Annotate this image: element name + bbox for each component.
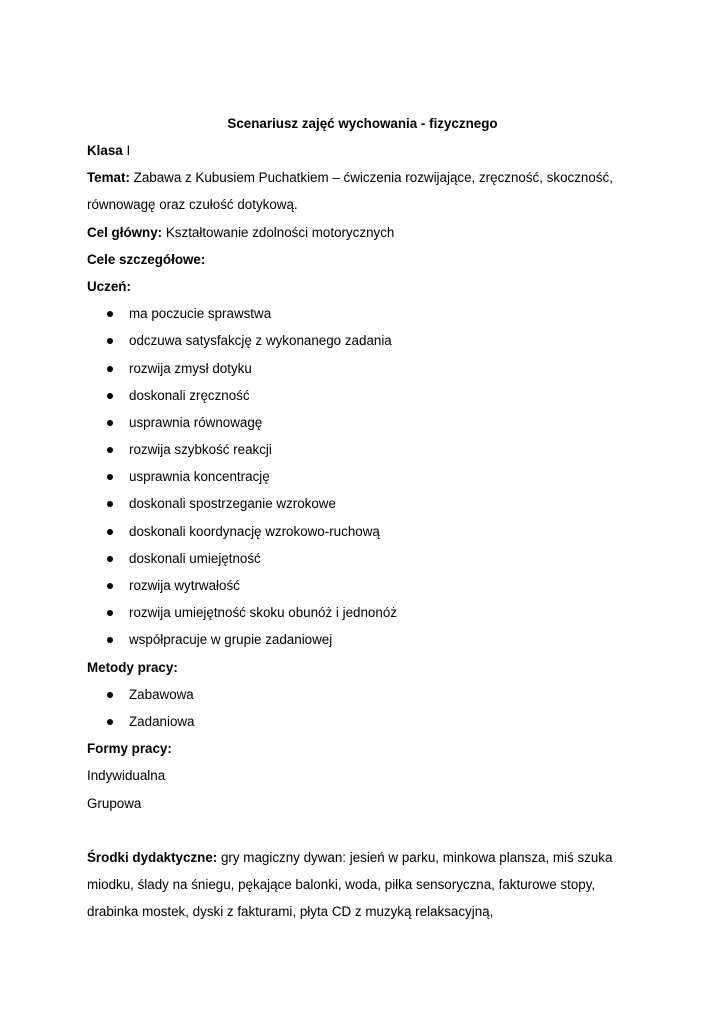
bullet-icon (107, 610, 113, 616)
list-item: usprawnia równowagę (87, 410, 647, 437)
srodki-line-3: drabinka mostek, dyski z fakturami, płyta CD z muzyką relaksacyjną, (87, 904, 494, 920)
cel-glowny-line (87, 220, 647, 247)
bullet-icon (107, 311, 113, 317)
bullet-icon (107, 692, 113, 698)
list-item: rozwija zmysł dotyku (87, 356, 647, 383)
bullet-icon (107, 447, 113, 453)
bullet-icon (107, 719, 113, 725)
uczen-list (87, 301, 647, 654)
bullet-icon (107, 637, 113, 643)
list-item: Zabawowa (87, 682, 647, 709)
list-item: ma poczucie sprawstwa (87, 301, 647, 328)
bullet-icon (107, 366, 113, 372)
bullet-icon (107, 501, 113, 507)
srodki-text: gry magiczny dywan: jesień w parku, minkowa plansza, miś szuka (220, 849, 613, 865)
formy-pracy-heading: Formy pracy: (87, 741, 172, 757)
list-item: rozwija szybkość reakcji (87, 437, 647, 464)
klasa-label: Klasa (87, 143, 123, 158)
list-item: współpracuje w grupie zadaniowej (87, 627, 647, 654)
temat-label: Temat: (87, 170, 130, 186)
metody-pracy-heading: Metody pracy: (87, 659, 178, 675)
list-item: doskonali koordynację wzrokowo-ruchową (87, 519, 647, 546)
srodki-line (87, 845, 647, 872)
temat-text: Zabawa z Kubusiem Puchatkiem – ćwiczenia rozwijające, zręczność, skoczność, (133, 170, 613, 186)
bullet-icon (107, 420, 113, 426)
temat-line (87, 165, 647, 192)
klasa-line (87, 138, 647, 165)
bullet-icon (107, 529, 113, 535)
list-item: rozwija umiejętność skoku obunóż i jednonóż (87, 600, 647, 627)
forma-indywidualna: Indywidualna (87, 768, 166, 784)
cele-szczegolowe-heading: Cele szczegółowe: (87, 251, 206, 267)
bullet-icon (107, 556, 113, 562)
list-item: doskonali zręczność (87, 383, 647, 410)
srodki-line-2: miodku, ślady na śniegu, pękające balonki, woda, piłka sensoryczna, fakturowe stopy, (87, 876, 596, 892)
spacer (87, 818, 647, 845)
list-item: Zadaniowa (87, 709, 647, 736)
list-item: doskonali spostrzeganie wzrokowe (87, 491, 647, 518)
list-item: doskonali umiejętność (87, 546, 647, 573)
list-item: usprawnia koncentrację (87, 464, 647, 491)
document-title: Scenariusz zajęć wychowania - fizycznego (227, 116, 498, 131)
cel-glowny-label: Cel główny: (87, 224, 163, 240)
cel-glowny-value: Kształtowanie zdolności motorycznych (165, 224, 395, 240)
list-item: odczuwa satysfakcję z wykonanego zadania (87, 328, 647, 355)
list-item: rozwija wytrwałość (87, 573, 647, 600)
bullet-icon (107, 583, 113, 589)
uczen-heading: Uczeń: (87, 278, 131, 294)
temat-line-2: równowagę oraz czułość dotykową. (87, 197, 298, 213)
metody-pracy-list (87, 682, 647, 736)
bullet-icon (107, 474, 113, 480)
srodki-label: Środki dydaktyczne: (87, 849, 218, 865)
klasa-value: I (126, 143, 131, 158)
bullet-icon (107, 338, 113, 344)
bullet-icon (107, 393, 113, 399)
forma-grupowa: Grupowa (87, 795, 142, 811)
document-body (87, 138, 647, 926)
